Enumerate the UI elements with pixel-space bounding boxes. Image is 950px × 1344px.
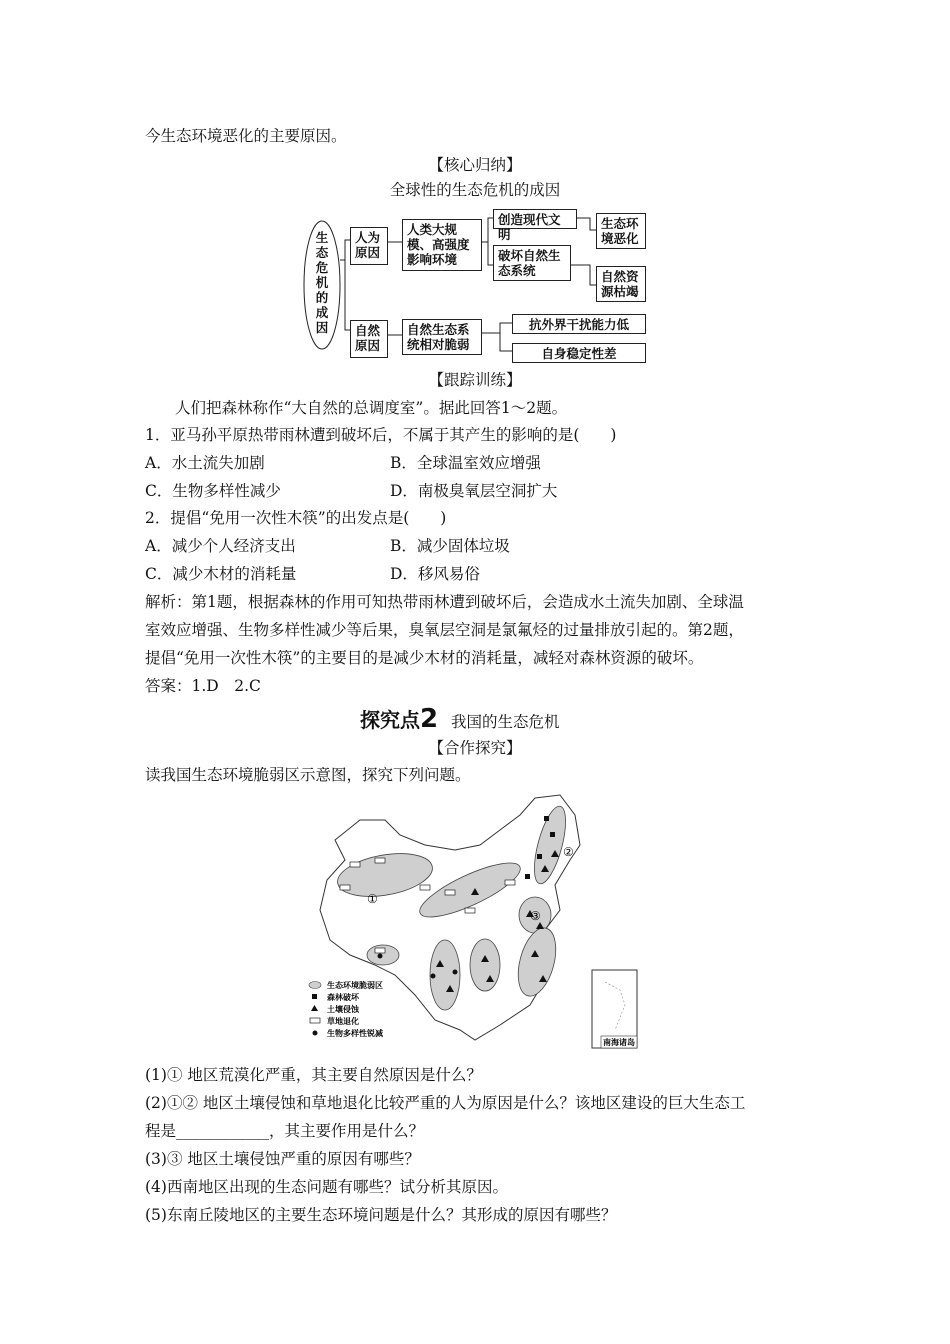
marker-3: ③ xyxy=(530,909,541,923)
result-b-box: 自然资源枯竭 xyxy=(596,266,646,302)
explore-q2-line2: 程是____________，其主要作用是什么？ xyxy=(145,1122,425,1140)
analysis-line-1: 解析：第1题，根据森林的作用可知热带雨林遭到破坏后，会造成水土流失加剧、全球温 xyxy=(145,593,744,611)
flowchart-title: 全球性的生态危机的成因 xyxy=(389,181,561,199)
training-intro: 人们把森林称作“大自然的总调度室”。据此回答1～2题。 xyxy=(175,399,568,417)
natural-effect-box: 自然生态系统相对脆弱 xyxy=(402,319,482,355)
natural-b-box: 自身稳定性差 xyxy=(512,343,646,363)
top-line: 今生态环境恶化的主要原因。 xyxy=(145,127,347,145)
section-label: 探究点 xyxy=(360,708,420,732)
explore-q3: (3)③ 地区土壤侵蚀严重的原因有哪些？ xyxy=(145,1150,420,1168)
inset-label: 南海诸岛 xyxy=(603,1038,635,1047)
marker-1: ① xyxy=(367,892,378,906)
coop-heading: 【合作探究】 xyxy=(428,739,522,757)
q1-option-c: C．生物多样性减少 xyxy=(145,482,281,500)
legend-biodiversity: 生物多样性锐减 xyxy=(327,1029,383,1038)
legend-grass: 草地退化 xyxy=(327,1017,359,1026)
marker-2: ② xyxy=(563,845,574,859)
training-heading: 【跟踪训练】 xyxy=(428,371,522,389)
explore-q1: (1)① 地区荒漠化严重，其主要自然原因是什么？ xyxy=(145,1066,482,1084)
branch-b-box: 破坏自然生态系统 xyxy=(493,245,571,281)
question-2: 2．提倡“免用一次性木筷”的出发点是( ) xyxy=(145,509,447,527)
china-eco-map xyxy=(305,790,645,1055)
natural-a-box: 抗外界干扰能力低 xyxy=(512,314,646,334)
section-title: 我国的生态危机 xyxy=(451,713,560,731)
core-summary-heading: 【核心归纳】 xyxy=(428,156,522,174)
explore-q4: (4)西南地区出现的生态问题有哪些？试分析其原因。 xyxy=(145,1178,508,1196)
legend-soil: 土壤侵蚀 xyxy=(327,1005,359,1014)
result-a-box: 生态环境恶化 xyxy=(596,213,646,249)
human-effect-box: 人类大规模、高强度影响环境 xyxy=(402,219,482,271)
cause-flowchart xyxy=(300,205,660,365)
analysis-line-3: 提倡“免用一次性木筷”的主要目的是减少木材的消耗量，减轻对森林资源的破坏。 xyxy=(145,649,704,667)
explore-q2-line1: (2)①② 地区土壤侵蚀和草地退化比较严重的人为原因是什么？该地区建设的巨大生态工 xyxy=(145,1094,746,1112)
human-cause-box: 人为原因 xyxy=(350,227,388,265)
root-label: 生态危机的成因 xyxy=(315,230,329,335)
q2-option-a: A．减少个人经济支出 xyxy=(145,537,296,555)
analysis-line-2: 室效应增强、生物多样性减少等后果，臭氧层空洞是氯氟烃的过量排放引起的。第2题， xyxy=(145,621,744,639)
map-legend xyxy=(309,980,383,1038)
answer-line: 答案：1.D 2.C xyxy=(145,677,261,695)
map-intro: 读我国生态环境脆弱区示意图，探究下列问题。 xyxy=(145,766,471,784)
legend-zone: 生态环境脆弱区 xyxy=(327,981,383,990)
map-svg xyxy=(305,790,645,1055)
branch-a-box: 创造现代文明 xyxy=(493,209,577,229)
q2-option-d: D．移风易俗 xyxy=(390,565,480,583)
section-heading xyxy=(360,706,560,735)
explore-q5: (5)东南丘陵地区的主要生态环境问题是什么？其形成的原因有哪些？ xyxy=(145,1206,617,1224)
q1-option-b: B．全球温室效应增强 xyxy=(390,454,541,472)
q1-option-d: D．南极臭氧层空洞扩大 xyxy=(390,482,558,500)
legend-forest: 森林破坏 xyxy=(327,993,359,1002)
natural-cause-box: 自然原因 xyxy=(350,320,388,358)
q2-option-c: C．减少木材的消耗量 xyxy=(145,565,297,583)
question-1: 1．亚马孙平原热带雨林遭到破坏后，不属于其产生的影响的是( ) xyxy=(145,426,617,444)
q1-option-a: A．水土流失加剧 xyxy=(145,454,265,472)
q2-option-b: B．减少固体垃圾 xyxy=(390,537,510,555)
section-number: 2 xyxy=(420,704,439,734)
